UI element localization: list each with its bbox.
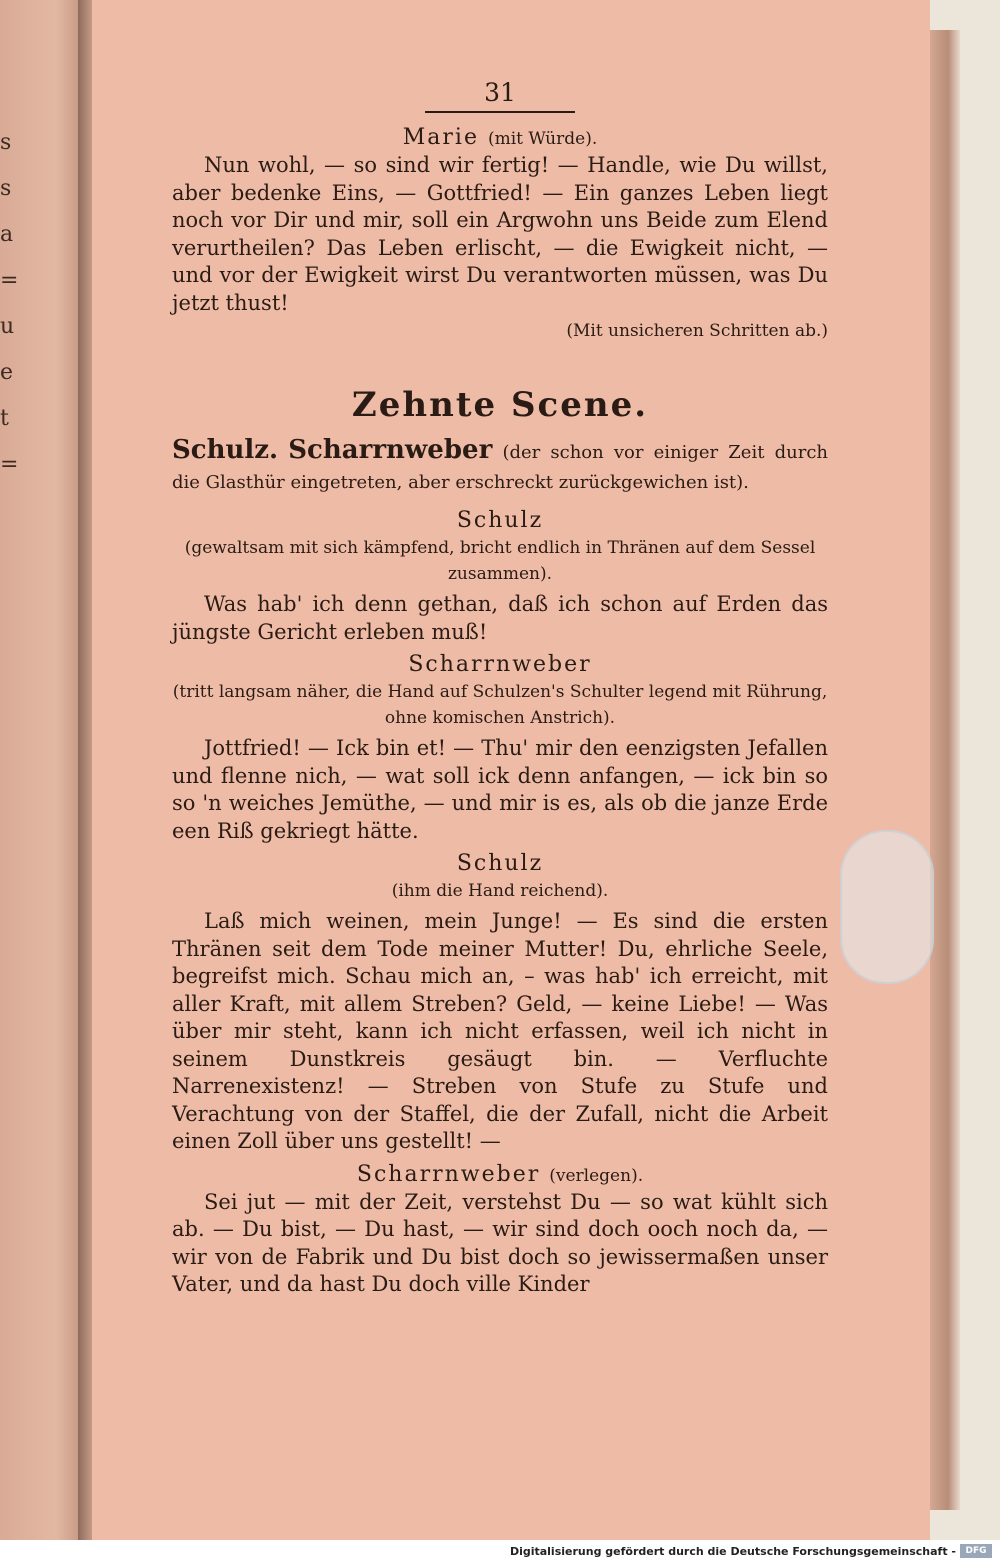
- plastic-page-holder: [840, 830, 934, 984]
- dialogue-paragraph: Nun wohl, — so sind wir fertig! — Handle, wie Du willst, aber bedenke Eins, — Gottfried! — Ein ganzes Leben liegt noch vor Dir und mir, soll ein Argwohn uns Beide zum Elend verurtheilen? Das Leben erlischt, — die Ewigkeit nicht, — und vor der Ewigkeit wirst Du verantworten müssen, was Du jetzt thust!: [172, 153, 828, 315]
- dialogue-paragraph: Sei jut — mit der Zeit, verstehst Du — so wat kühlt sich ab. — Du bist, — Du hast, — wir sind doch ooch noch da, — wir von de Fabrik und Du bist doch so jewissermaßen unser Vater, und da hast Du doch ville Kinder: [172, 1189, 828, 1296]
- speaker-name: Scharrnweber: [356, 1161, 541, 1187]
- speaker-heading: [172, 1162, 828, 1187]
- page-text: [172, 78, 828, 1299]
- speaker-name: Marie: [402, 125, 479, 150]
- left-edge-letter: =: [0, 452, 19, 477]
- exit-direction: (Mit unsicheren Schritten ab.): [566, 321, 828, 341]
- cast-name: Schulz.: [172, 435, 279, 465]
- speaker-heading: Schulz: [456, 508, 544, 533]
- cast-stage-direction: (der schon vor einiger Zeit durch die Glasthür eingetreten, aber erschreckt zurückgewichen ist).: [172, 442, 828, 493]
- dialogue-paragraph: Jottfried! — Ick bin et! — Thu' mir den eenzigsten Jefallen und flenne nich, — wat soll ick denn anfangen, — ick bin so so 'n weiches Jemüthe, — und mir is es, als ob die janze Erde een Riß gekriegt hätte.: [172, 736, 828, 843]
- left-edge-letters: [0, 120, 20, 488]
- stage-direction: (mit Würde).: [487, 129, 598, 149]
- left-page-edge: [0, 0, 80, 1540]
- dfg-logo: DFG: [960, 1544, 992, 1558]
- dialogue-paragraph: Laß mich weinen, mein Junge! — Es sind die ersten Thränen seit dem Tode meiner Mutter! Du, ehrliche Seele, begreifst mich. Schau mich an, – was hab' ich erreicht, mit aller Kraft, mit allem Streben? Geld, — keine Liebe! — Was über mir steht, kann ich nicht erfassen, weil ich nicht in seinem Dunstkreis gesäugt bin. — Verfluchte Narrenexistenz! — Streben von Stufe zu Stufe und Verachtung von der Staffel, die der Zufall, nicht die Arbeit einen Zoll über uns gestellt! —: [172, 909, 828, 1153]
- page-number-rule: [425, 111, 575, 113]
- left-edge-letter: s: [0, 130, 12, 155]
- left-edge-letter: t: [0, 406, 9, 431]
- left-edge-letter: u: [0, 314, 15, 339]
- dialogue-paragraph: Was hab' ich denn gethan, daß ich schon auf Erden das jüngste Gericht erleben muß!: [172, 592, 828, 644]
- footer-bar: [0, 1540, 1000, 1563]
- stage-direction: (tritt langsam näher, die Hand auf Schulzen's Schulter legend mit Rührung, ohne komischen Anstrich).: [172, 682, 828, 728]
- speaker-heading: Scharrnweber: [408, 652, 592, 677]
- stage-direction: (gewaltsam mit sich kämpfend, bricht endlich in Thränen auf dem Sessel zusammen).: [184, 538, 816, 584]
- speaker-heading: [172, 125, 828, 150]
- left-edge-letter: =: [0, 268, 19, 293]
- speaker-heading: Schulz: [456, 851, 544, 876]
- page-number: 31: [484, 78, 516, 107]
- scene-title: Zehnte Scene.: [351, 385, 649, 425]
- page-stack-edge: [930, 30, 960, 1510]
- left-edge-letter: e: [0, 360, 14, 385]
- stage-direction: (ihm die Hand reichend).: [391, 881, 609, 901]
- funding-note: Digitalisierung gefördert durch die Deutsche Forschungsgemeinschaft -: [509, 1545, 956, 1558]
- cast-line: [172, 435, 828, 498]
- left-edge-letter: a: [0, 222, 14, 247]
- cast-name: Scharrnweber: [288, 435, 493, 465]
- book-spine: [78, 0, 92, 1540]
- stage-direction: (verlegen).: [549, 1165, 644, 1186]
- left-edge-letter: s: [0, 176, 12, 201]
